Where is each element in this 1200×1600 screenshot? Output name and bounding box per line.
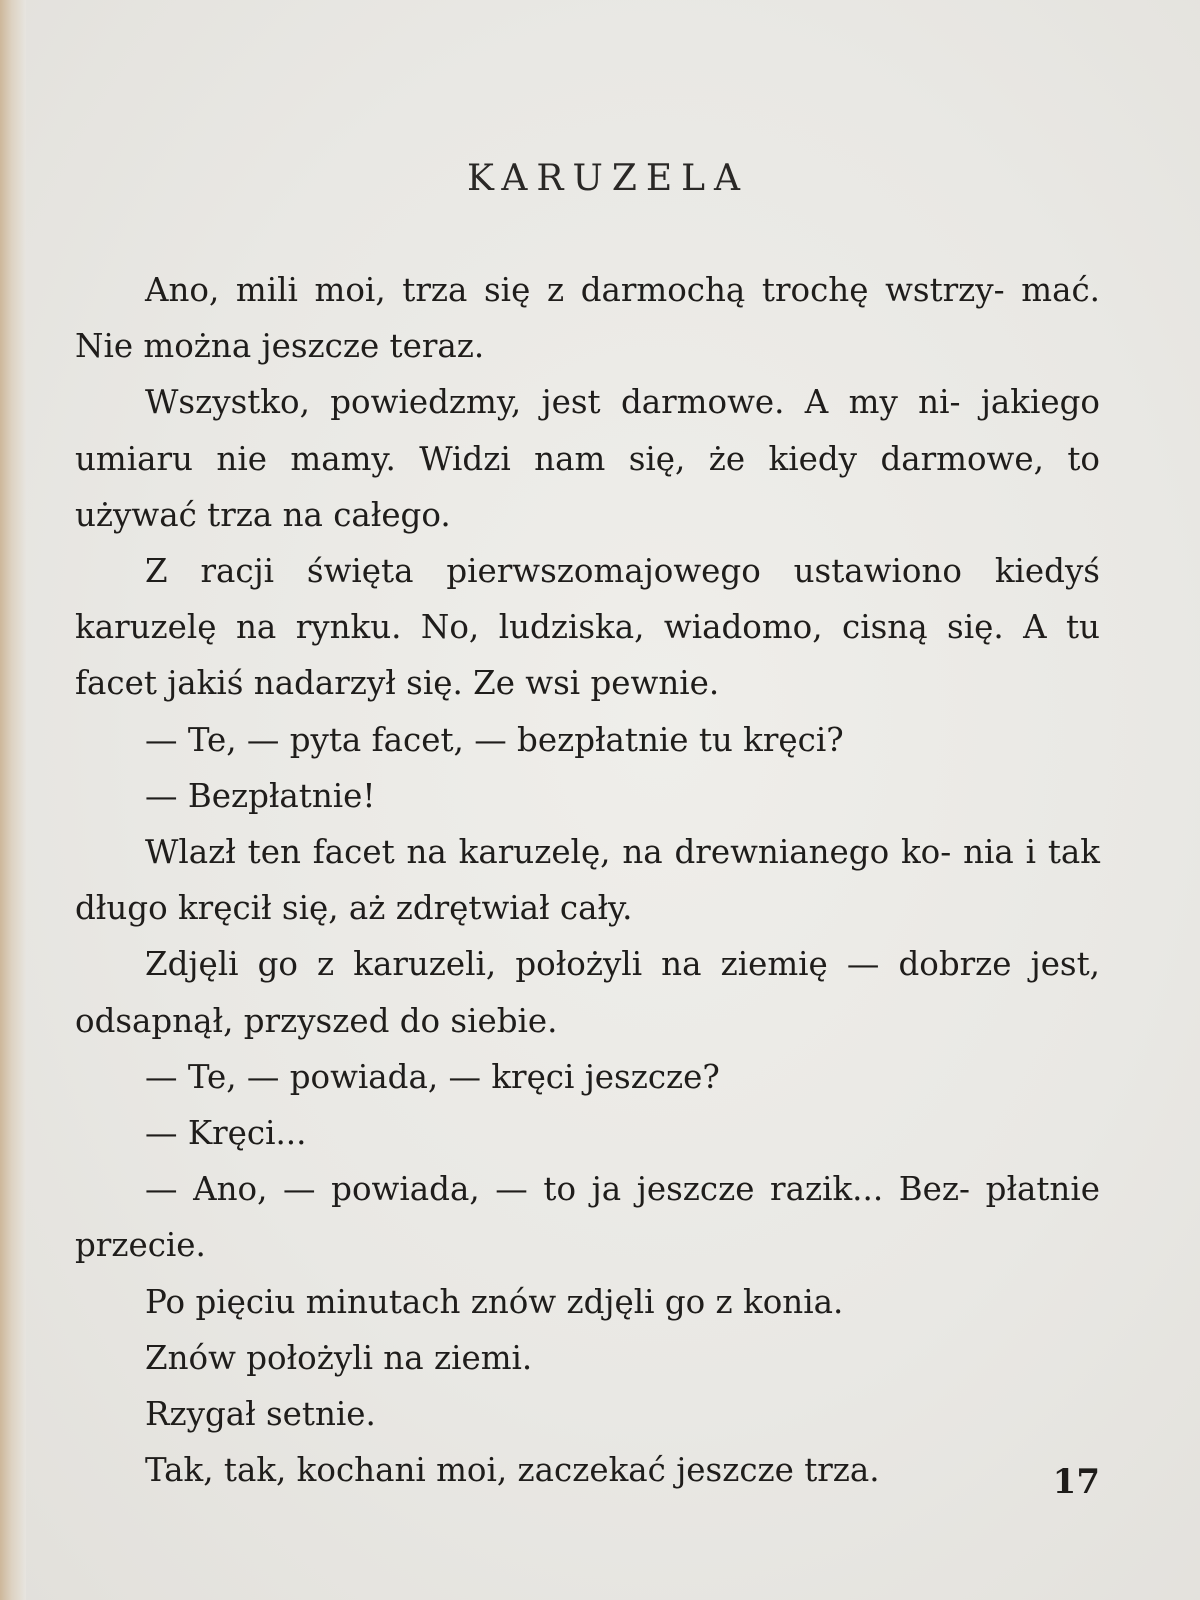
paragraph: — Ano, — powiada, — to ja jeszcze razik... Bez- płatnie przecie. [75, 1170, 1100, 1265]
story-text [75, 262, 1100, 1498]
paragraph: — Te, — powiada, — kręci jeszcze? [145, 1057, 720, 1096]
paragraph: — Kręci... [145, 1114, 307, 1153]
paragraph: Ano, mili moi, trza się z darmochą trochę wstrzy- mać. Nie można jeszcze teraz. [75, 271, 1100, 366]
paragraph: — Bezpłatnie! [145, 776, 376, 815]
page-number: 17 [1052, 1462, 1100, 1502]
page-edge [0, 0, 26, 1600]
paragraph: Zdjęli go z karuzeli, położyli na ziemię — dobrze jest, odsapnął, przyszed do siebie. [75, 945, 1100, 1040]
paragraph: — Te, — pyta facet, — bezpłatnie tu kręci? [145, 720, 844, 759]
paragraph: Wszystko, powiedzmy, jest darmowe. A my ni- jakiego umiaru nie mamy. Widzi nam się, że kiedy darmowe, to używać trza na całego. [75, 383, 1100, 534]
chapter-title: KARUZELA [466, 158, 750, 199]
paragraph: Wlazł ten facet na karuzelę, na drewnianego ko- nia i tak długo kręcił się, aż zdrętwiał cały. [75, 833, 1100, 928]
paragraph: Znów położyli na ziemi. [145, 1338, 533, 1377]
paragraph: Z racji święta pierwszomajowego ustawiono kiedyś karuzelę na rynku. No, ludziska, wiadomo, cisną się. A tu facet jakiś nadarzył się. Ze wsi pewnie. [75, 552, 1100, 703]
paragraph: Tak, tak, kochani moi, zaczekać jeszcze trza. [145, 1451, 880, 1490]
paragraph: Po pięciu minutach znów zdjęli go z konia. [145, 1282, 844, 1321]
paragraph: Rzygał setnie. [145, 1395, 376, 1434]
